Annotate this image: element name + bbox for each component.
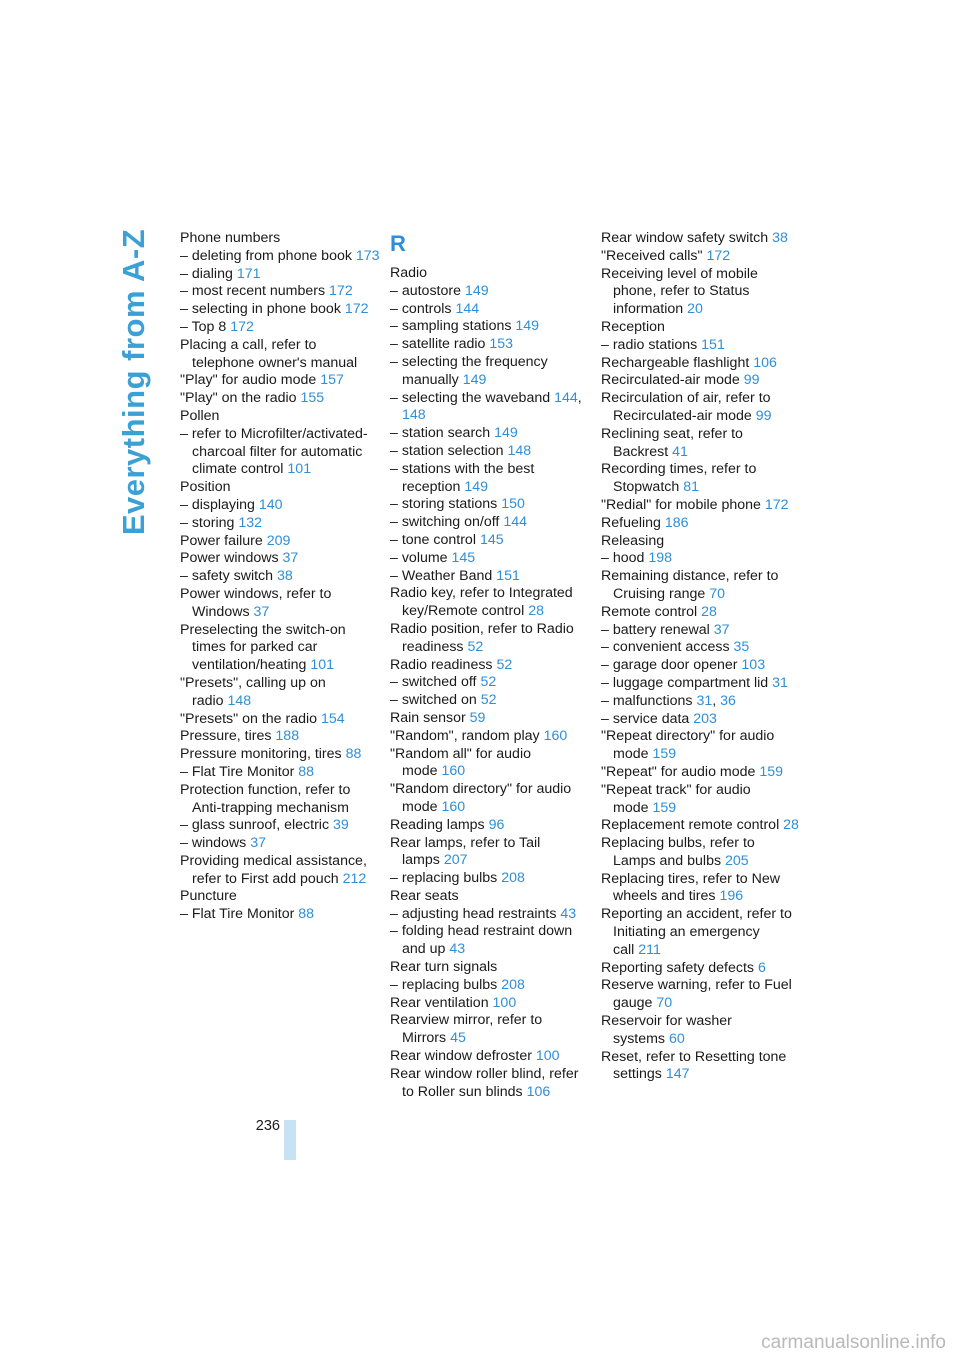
index-entry-label: – volume [390,549,448,566]
index-entry [390,817,590,835]
page-reference-link[interactable]: 101 [287,461,312,478]
index-entry [390,692,590,710]
index-entry [601,515,801,533]
index-entry [180,479,380,497]
index-entry-label: – autostore [390,282,461,299]
index-entry-label: – malfunctions [601,692,693,709]
index-entry [180,497,380,515]
page-reference-link[interactable]: 148 [227,692,252,709]
index-entry [601,1013,801,1049]
index-entry [390,568,590,586]
index-entry [390,354,590,390]
index-entry [390,1012,590,1048]
index-entry-label: Recording times, refer to Stopwatch [601,461,757,496]
index-entry-label: – station search [390,425,491,442]
index-entry-label: Rear window safety switch [601,230,769,246]
index-column-2 [390,230,590,1101]
page-reference-link[interactable]: 160 [441,763,466,780]
index-entry-label: "Play" for audio mode [180,372,317,389]
page-reference-link[interactable]: 151 [496,567,520,584]
page-reference-link[interactable]: 37 [282,550,299,567]
index-entry [601,764,801,782]
page-reference-link[interactable]: 172 [706,247,731,264]
page-reference-link[interactable]: 148 [402,407,426,424]
page-reference-link[interactable]: 159 [652,746,677,763]
index-entry-label: Radio key, refer to Integrated key/Remote control [390,585,573,620]
index-entry [390,835,590,871]
page-reference-link[interactable]: 172 [764,496,789,513]
index-entry [601,622,801,640]
index-entry-label: Position [180,479,231,496]
index-entry [390,977,590,995]
page-reference-link[interactable]: 144 [503,514,527,531]
index-entry-label: – folding head restraint down and up [390,923,573,958]
page-reference-link[interactable]: 60 [668,1030,685,1047]
index-column-1 [180,230,380,924]
index-entry-label: – dialing [180,265,233,282]
index-entry [390,657,590,675]
index-entry-label: "Redial" for mobile phone [601,496,761,513]
page-reference-link[interactable]: 154 [321,710,345,727]
index-entry-label: – deleting from phone book [180,247,352,264]
page-reference-link[interactable]: 159 [759,763,784,780]
page-reference-link[interactable]: 132 [238,514,263,531]
page-reference-link[interactable]: 28 [783,817,799,834]
index-entry [180,568,380,586]
page-reference-link[interactable]: 211 [638,941,661,958]
index-entry [390,746,590,782]
page-reference-link[interactable]: 157 [320,372,344,389]
page-reference-link[interactable]: 198 [648,550,673,567]
index-entry [601,390,801,426]
page-reference-link[interactable]: 52 [480,692,497,709]
page-reference-link[interactable]: 28 [528,603,544,620]
index-entry-label: Rear seats [390,887,459,904]
index-entry [390,870,590,888]
index-entry-label: – Top 8 [180,318,227,335]
index-entry-label: – adjusting head restraints [390,905,557,922]
page-reference-link[interactable]: 196 [719,888,744,905]
index-entry [180,230,380,248]
index-entry-label: – Flat Tire Monitor [180,906,295,923]
page-reference-link[interactable]: 88 [298,763,315,780]
index-entry-label: Power failure [180,532,263,549]
index-entry [180,853,380,889]
index-entry-label: "Presets" on the radio [180,710,318,727]
index-entry [180,728,380,746]
index-entry-label: – convenient access [601,639,730,656]
page-reference-link[interactable]: 145 [451,549,476,566]
index-entry [601,604,801,622]
page-reference-link[interactable]: 155 [300,390,325,407]
page-reference-link[interactable]: 149 [462,371,487,388]
index-entry-label: Pressure monitoring, tires [180,746,342,763]
index-entry-label: Rear lamps, refer to Tail lamps [390,834,541,869]
page-reference-link[interactable]: 52 [496,656,513,673]
index-entry-label: Reporting safety defects [601,959,754,976]
page-reference-link[interactable]: 153 [489,336,514,353]
index-entry [180,675,380,711]
index-entry [601,906,801,959]
page-reference-link[interactable]: 36 [720,692,736,709]
index-entry [601,817,801,835]
index-entry [390,1048,590,1066]
index-entry-label: – replacing bulbs [390,976,498,993]
index-entry-label: Puncture [180,888,237,905]
index-entry [180,622,380,675]
index-entry [601,871,801,907]
index-entry-label: "Repeat" for audio mode [601,763,756,780]
index-entry-label: Remaining distance, refer to Cruising range [601,568,779,602]
index-entry-label: Rear ventilation [390,994,489,1011]
index-entry-label: Radio position, refer to Radio readiness [390,620,574,655]
index-entry [601,835,801,871]
page-reference-link[interactable]: 172 [344,301,369,318]
index-entry-label: – most recent numbers [180,283,326,300]
page-reference-link[interactable]: 140 [258,496,283,513]
index-entry [601,977,801,1013]
page-reference-link[interactable]: 20 [687,301,703,318]
index-entry-label: – battery renewal [601,621,710,638]
index-entry [390,674,590,692]
index-column-3 [601,230,801,1084]
index-entry-label: – Flat Tire Monitor [180,763,295,780]
page-reference-link[interactable]: 212 [342,870,367,887]
index-entry [390,923,590,959]
page-reference-link[interactable]: 52 [467,638,484,655]
index-entry [601,461,801,497]
index-entry-label: Remote control [601,603,698,620]
page-reference-link[interactable]: 37 [250,835,266,852]
index-entry [390,995,590,1013]
page-number: 236 [255,1118,280,1134]
index-entry [180,426,380,479]
index-entry [390,425,590,443]
index-entry-label: Receiving level of mobile phone, refer to Status information [601,265,758,318]
side-section-title [112,228,156,536]
page-reference-link[interactable]: 144 [554,389,578,406]
index-entry [180,301,380,319]
index-entry-label: Preselecting the switch-on times for parked car ventilation/heating [180,621,346,674]
page-reference-link[interactable]: 6 [757,959,766,976]
index-entry-label: Replacing bulbs, refer to Lamps and bulbs [601,835,755,869]
page-reference-link[interactable]: 96 [488,816,505,833]
index-entry [180,586,380,622]
index-entry [390,514,590,532]
page-reference-link[interactable]: 101 [310,657,334,674]
page-reference-link[interactable]: 149 [464,282,489,299]
index-entry-label: Power windows, refer to Windows [180,585,332,620]
index-entry [601,728,801,764]
index-entry-label: Rearview mirror, refer to Mirrors [390,1012,543,1047]
index-entry-label: – refer to Microfilter/activated-charcoal filter for automatic climate control [180,425,368,478]
index-entry-label: – switched off [390,674,477,691]
page-reference-link[interactable]: 149 [464,478,488,495]
index-entry-label: "Repeat directory" for audio mode [601,728,775,763]
index-entry-label: Recirculated-air mode [601,372,740,389]
index-entry [180,746,380,764]
index-entry [180,835,380,853]
page-reference-link[interactable]: 88 [345,746,362,763]
index-entry-label: Rear window defroster [390,1048,532,1065]
index-entry [180,337,380,373]
page-reference-link[interactable]: 205 [725,852,749,869]
page-reference-link[interactable]: 52 [480,674,497,691]
index-entry [180,817,380,835]
index-entry-label: Reading lamps [390,816,485,833]
page-reference-link[interactable]: 172 [230,318,254,335]
index-entry [601,319,801,337]
page-reference-link[interactable]: 148 [507,442,532,459]
page-marker-bar [284,1120,296,1160]
index-entry: – selecting the waveband 144, 148 [390,389,582,424]
index-entry-label: Radio readiness [390,656,493,673]
index-entry [390,621,590,657]
index-entry-label: – storing [180,514,235,531]
page-reference-link[interactable]: 188 [275,728,300,745]
index-entry-label: "Random directory" for audio mode [390,781,572,815]
side-section-title-text: Everything from A-Z [116,228,152,536]
index-entry-label: Power windows [180,550,279,567]
index-entry [601,248,801,266]
index-entry [601,372,801,390]
index-entry-label: Releasing [601,532,665,549]
index-entry-label: – sampling stations [390,318,512,335]
index-entry [180,408,380,426]
page-reference-link[interactable]: 149 [515,318,540,335]
index-entry [601,657,801,675]
index-entry-label: Reclining seat, refer to Backrest [601,425,743,460]
index-entry-label: Pollen [180,407,220,424]
page-reference-link[interactable]: 99 [755,407,772,424]
page-reference-link[interactable]: 106 [526,1083,551,1100]
index-entry [390,532,590,550]
index-entry-label: – selecting in phone book [180,301,341,318]
index-entry [390,888,590,906]
page-reference-link[interactable]: 144 [455,300,480,317]
index-entry [180,906,380,924]
page-reference-link[interactable]: 41 [672,443,688,460]
index-entry-label: – storing stations [390,496,498,513]
index-entry-label: Protection function, refer to Anti-trapping mechanism [180,781,351,816]
index-entry [180,372,380,390]
index-entry-label: Rain sensor [390,709,466,726]
index-entry-label: Placing a call, refer to telephone owner's manual [180,336,358,371]
index-entry-label: – garage door opener [601,657,738,674]
page-reference-link[interactable]: 173 [355,247,380,264]
page-reference-link[interactable]: 70 [709,585,726,602]
index-entry-label: Rear turn signals [390,959,498,976]
index-entry-label: – replacing bulbs [390,870,498,887]
page-reference-link[interactable]: 100 [535,1048,560,1065]
index-entry-label: Rear window roller blind, refer to Roller sun blinds [390,1065,579,1100]
page-reference-link[interactable]: 208 [501,976,525,993]
page-reference-link[interactable]: 160 [543,727,568,744]
page-reference-link[interactable]: 35 [733,639,750,656]
index-entry-label: – switching on/off [390,514,500,531]
index-entry [390,959,590,977]
page-reference-link[interactable]: 37 [713,621,730,638]
page-reference-link[interactable]: 145 [479,531,504,548]
index-entry [601,426,801,462]
page-reference-link[interactable]: 147 [665,1066,690,1083]
index-entry-label: – selecting the waveband [390,389,551,406]
index-entry-label: – Weather Band [390,567,493,584]
page-reference-link[interactable]: 106 [753,354,777,371]
page-reference-link[interactable]: 100 [492,994,517,1011]
page-reference-link[interactable]: 70 [656,995,673,1012]
index-entry-label: Radio [390,265,428,281]
index-entry [180,550,380,568]
index-entry [601,639,801,657]
index-entry [180,266,380,284]
page-reference-link[interactable]: 209 [266,532,291,549]
index-entry-label: Reporting an accident, refer to Initiating an emergency call [601,906,792,958]
index-entry-label: – displaying [180,496,255,513]
index-entry-label: "Play" on the radio [180,390,297,407]
index-entry-label: "Received calls" [601,247,703,264]
index-entry [390,550,590,568]
index-entry [180,888,380,906]
index-entry-label: – glass sunroof, electric [180,817,330,834]
page-reference-link[interactable]: 31 [696,692,713,709]
page-reference-link[interactable]: 31 [772,674,788,691]
index-entry [601,337,801,355]
index-entry [390,443,590,461]
index-entry [390,906,590,924]
page-reference-link[interactable]: 38 [277,568,293,585]
index-entry-label: Providing medical assistance, refer to First add pouch [180,852,367,887]
page-reference-link[interactable]: 39 [333,817,349,834]
index-entry [390,336,590,354]
index-entry-label: Replacement remote control [601,817,780,834]
index-entry-label: – radio stations [601,336,698,353]
index-entry [180,390,380,408]
index-entry-label: Replacing tires, refer to New wheels and tires [601,870,780,905]
index-entry-label: Phone numbers [180,230,281,246]
page-reference-link[interactable]: 43 [560,905,577,922]
index-entry-label: "Random all" for audio mode [390,745,531,780]
page-reference-link[interactable]: 207 [443,852,468,869]
page-reference-link[interactable]: 151 [701,336,725,353]
index-entry-label: – controls [390,300,452,317]
index-entry [601,266,801,319]
index-entry-label: – luggage compartment lid [601,674,769,691]
index-entry-label: "Presets", calling up on radio [180,674,326,709]
index-entry [390,283,590,301]
index-entry [180,319,380,337]
index-entry [180,782,380,818]
index-entry [390,710,590,728]
page-reference-link[interactable]: 149 [494,425,518,442]
index-entry [601,230,801,248]
page-reference-link[interactable]: 203 [693,710,717,727]
section-letter: R [390,231,406,256]
index-entry [180,711,380,729]
index-entry-label: – switched on [390,692,477,709]
index-entry-label: – service data [601,710,690,727]
index-entry-label: "Random", random play [390,727,540,744]
page-reference-link[interactable]: 172 [329,283,353,300]
index-entry-label: – stations with the best reception [390,460,535,495]
index-entry [180,283,380,301]
index-entry [390,318,590,336]
index-entry [180,248,380,266]
index-entry [180,533,380,551]
index-entry [601,782,801,818]
index-entry-label: Reset, refer to Resetting tone settings [601,1048,787,1083]
index-entry-label: "Repeat track" for audio mode [601,781,751,816]
index-entry [390,461,590,497]
page-reference-link[interactable]: 99 [743,372,760,389]
index-entry [390,496,590,514]
index-entry-label: Reservoir for washer systems [601,1013,732,1047]
index-entry [180,515,380,533]
page-reference-link[interactable]: 43 [449,941,466,958]
index-entry [390,585,590,621]
index-entry [390,301,590,319]
index-entry [601,497,801,515]
page-reference-link[interactable]: 103 [741,657,766,674]
page-reference-link[interactable]: 37 [253,603,270,620]
index-entry [180,764,380,782]
index-entry [601,960,801,978]
page-reference-link[interactable]: 208 [501,870,525,887]
index-entry-label: – safety switch [180,568,274,585]
index-entry [601,533,801,551]
index-entry [390,265,590,283]
page-reference-link[interactable]: 171 [236,265,261,282]
index-entry-label: Recirculation of air, refer to Recirculated-air mode [601,390,771,424]
index-entry [601,550,801,568]
page-reference-link[interactable]: 28 [701,603,717,620]
index-entry-label: – windows [180,835,247,852]
index-entry [601,568,801,604]
index-entry-label: Refueling [601,514,661,531]
page-reference-link[interactable]: 186 [664,514,689,531]
page-reference-link[interactable]: 160 [441,798,466,815]
index-entry-label: Pressure, tires [180,728,272,745]
index-entry-label: – station selection [390,442,504,459]
index-entry [390,1066,590,1102]
index-entry-label: – tone control [390,531,476,548]
index-entry-label: – selecting the frequency manually [390,353,548,388]
index-entry [390,728,590,746]
page-reference-link[interactable]: 38 [772,230,788,246]
index-entry: – malfunctions 31, 36 [601,692,736,709]
index-entry [601,355,801,373]
watermark: carmanualsonline.info [761,1332,946,1353]
index-entry [390,781,590,817]
page-reference-link[interactable]: 81 [683,479,699,496]
page-reference-link[interactable]: 45 [450,1030,466,1047]
index-entry-label: Reserve warning, refer to Fuel gauge [601,977,792,1012]
index-entry [601,675,801,693]
index-entry [601,1049,801,1085]
index-entry-label: – satellite radio [390,336,486,353]
page-reference-link[interactable]: 159 [652,799,677,816]
page-reference-link[interactable]: 88 [298,906,315,923]
index-entry-label: – hood [601,550,645,567]
index-entry [601,711,801,729]
index-entry-label: Rechargeable flashlight [601,354,750,371]
page-reference-link[interactable]: 150 [501,496,525,513]
page-reference-link[interactable]: 59 [469,709,486,726]
index-entry-label: Reception [601,318,665,335]
